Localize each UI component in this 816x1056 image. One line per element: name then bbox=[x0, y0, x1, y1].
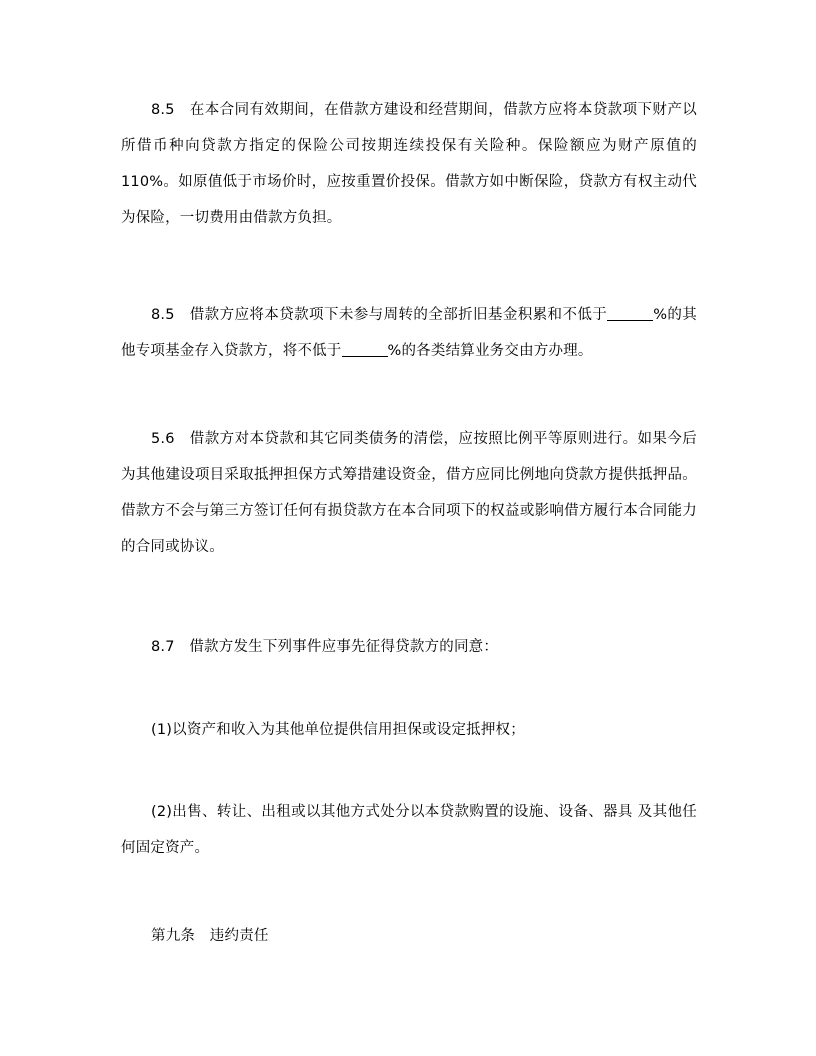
clause-5-6-repayment-text: 5.6 借款方对本贷款和其它同类债务的清偿，应按照比例平等原则进行。如果今后为其他建设项目采取抵押担保方式筹措建设资金，借方应同比例地向贷款方提供抵押品。借款方不会与第三方签订任何有损贷款方在本合同项下的权益或影响借方履行本合同能力的合同或协议。 bbox=[121, 431, 697, 555]
article-9-heading-text: 第九条 违约责任 bbox=[151, 928, 269, 944]
clause-8-5-depreciation-part2: %的其他专项基金存入贷款方，将不低于 bbox=[121, 307, 697, 359]
item-1-guarantee bbox=[121, 712, 697, 748]
clause-8-5-insurance-text: 8.5 在本合同有效期间，在借款方建设和经营期间，借款方应将本贷款项下财产以所借币种向贷款方指定的保险公司按期连续投保有关险种。保险额应为财产原值的110%。如原值低于市场价时，应按重置价投保。借款方如中断保险，贷款方有权主动代为保险，一切费用由借款方负担。 bbox=[121, 102, 697, 226]
item-1-guarantee-text: (1)以资产和收入为其他单位提供信用担保或设定抵押权； bbox=[151, 722, 525, 738]
fill-in-blank-percent-1[interactable] bbox=[607, 306, 653, 321]
clause-8-7-consent bbox=[121, 629, 697, 665]
clause-8-5-depreciation-part3: %的各类结算业务交由方办理。 bbox=[387, 343, 593, 359]
clause-8-5-insurance bbox=[121, 92, 697, 236]
clause-8-5-depreciation-fund bbox=[121, 297, 697, 369]
clause-5-6-repayment bbox=[121, 421, 697, 565]
fill-in-blank-percent-2[interactable] bbox=[342, 342, 388, 357]
article-9-heading bbox=[121, 918, 697, 954]
clause-8-5-depreciation-part1: 8.5 借款方应将本贷款项下未参与周转的全部折旧基金积累和不低于 bbox=[151, 307, 608, 323]
item-2-disposal bbox=[121, 794, 697, 866]
clause-8-7-consent-text: 8.7 借款方发生下列事件应事先征得贷款方的同意： bbox=[151, 639, 499, 655]
item-2-disposal-text: (2)出售、转让、出租或以其他方式处分以本贷款购置的设施、设备、器具 及其他任何固定资产。 bbox=[121, 804, 697, 856]
